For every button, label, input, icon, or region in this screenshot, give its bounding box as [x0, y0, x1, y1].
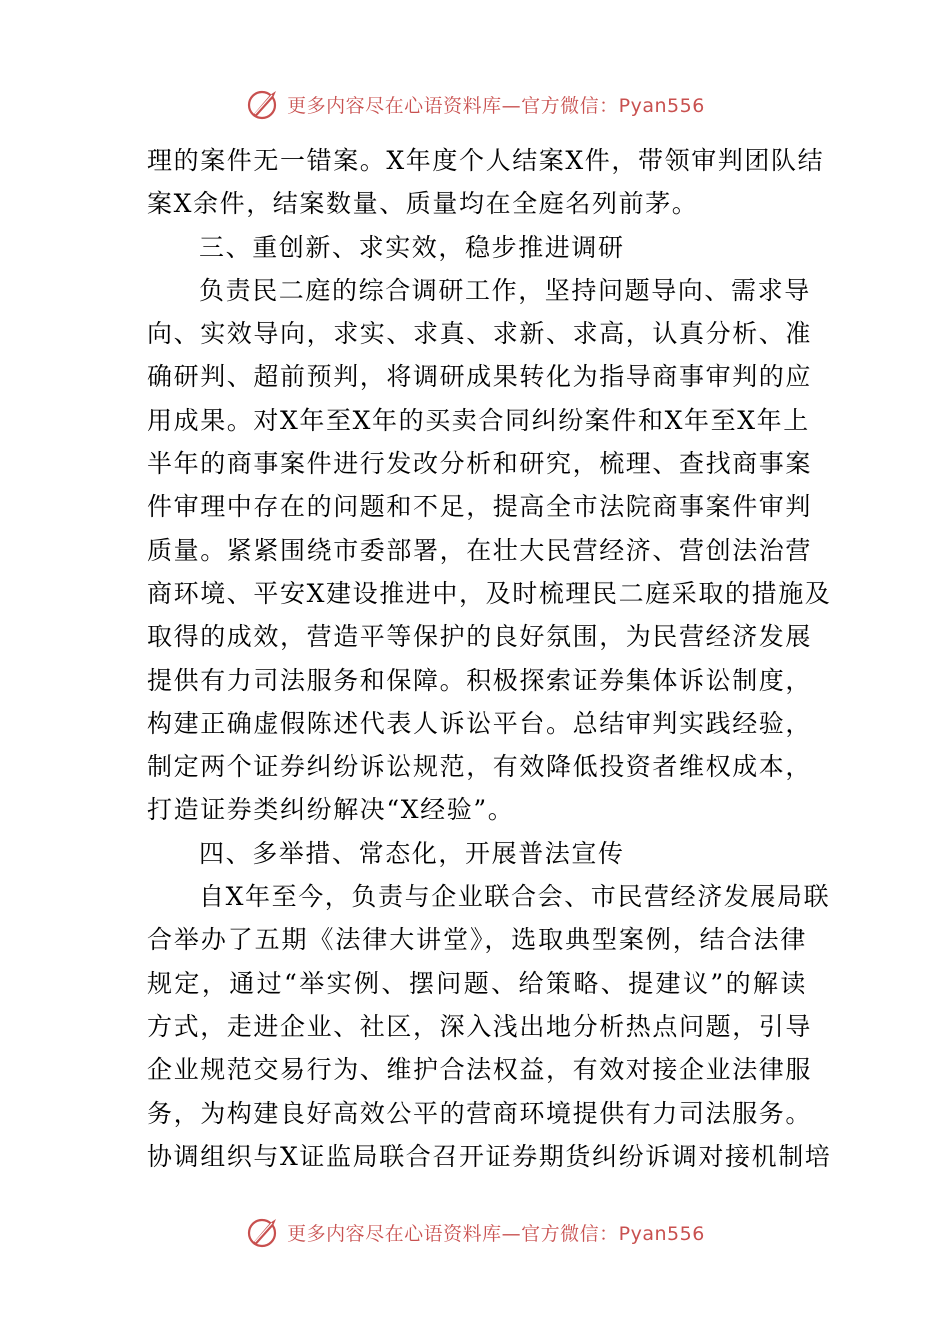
text-line: 制定两个证券纠纷诉讼规范，有效降低投资者维权成本，	[147, 752, 813, 782]
text-line: 构建正确虚假陈述代表人诉讼平台。总结审判实践经验，	[147, 708, 813, 738]
text-line: 质量。紧紧围绕市委部署，在壮大民营经济、营创法治营	[147, 535, 813, 565]
footer-banner	[0, 1210, 950, 1254]
text-line: 务，为构建良好高效公平的营商环境提供有力司法服务。	[147, 1098, 813, 1128]
text-line: 用成果。对X年至X年的买卖合同纠纷案件和X年至X年上	[147, 405, 810, 435]
text-line: 规定，通过“举实例、摆问题、给策略、提建议”的解读	[147, 968, 807, 998]
text-line: 自X年至今，负责与企业联合会、市民营经济发展局联	[199, 882, 831, 912]
footer-banner-text: 更多内容尽在心语资料库—官方微信：Pyan556	[287, 1222, 705, 1245]
text-line: 向、实效导向，求实、求真、求新、求高，认真分析、准	[147, 319, 813, 349]
text-line: 件审理中存在的问题和不足，提高全市法院商事案件审判	[147, 492, 813, 522]
text-line: 商环境、平安X建设推进中，及时梳理民二庭采取的措施及	[147, 578, 832, 608]
text-line: 方式，走进企业、社区，深入浅出地分析热点问题，引导	[147, 1011, 813, 1041]
header-banner	[0, 82, 950, 126]
text-line: 打造证券类纠纷解决“X经验”。	[147, 795, 515, 825]
pen-nib-logo-icon	[245, 86, 281, 122]
text-line: 案X余件，结案数量、质量均在全庭名列前茅。	[147, 189, 699, 219]
pen-nib-logo-icon	[245, 1214, 281, 1250]
header-banner-text: 更多内容尽在心语资料库—官方微信：Pyan556	[287, 94, 705, 117]
text-line: 理的案件无一错案。X年度个人结案X件，带领审判团队结	[147, 146, 825, 175]
section-heading: 四、多举措、常态化，开展普法宣传	[199, 838, 625, 868]
document-body	[147, 139, 832, 1178]
text-line: 协调组织与X证监局联合召开证券期货纠纷诉调对接机制培	[147, 1141, 832, 1171]
text-line: 企业规范交易行为、维护合法权益，有效对接企业法律服	[147, 1055, 813, 1085]
text-line: 合举办了五期《法律大讲堂》，选取典型案例，结合法律	[147, 925, 807, 955]
text-line: 确研判、超前预判，将调研成果转化为指导商事审判的应	[147, 362, 813, 392]
text-line: 取得的成效，营造平等保护的良好氛围，为民营经济发展	[147, 622, 813, 652]
text-line: 半年的商事案件进行发改分析和研究，梳理、查找商事案	[147, 449, 813, 479]
text-line: 提供有力司法服务和保障。积极探索证券集体诉讼制度，	[147, 665, 813, 695]
text-line: 负责民二庭的综合调研工作，坚持问题导向、需求导	[199, 275, 811, 305]
section-heading: 三、重创新、求实效，稳步推进调研	[199, 232, 625, 262]
